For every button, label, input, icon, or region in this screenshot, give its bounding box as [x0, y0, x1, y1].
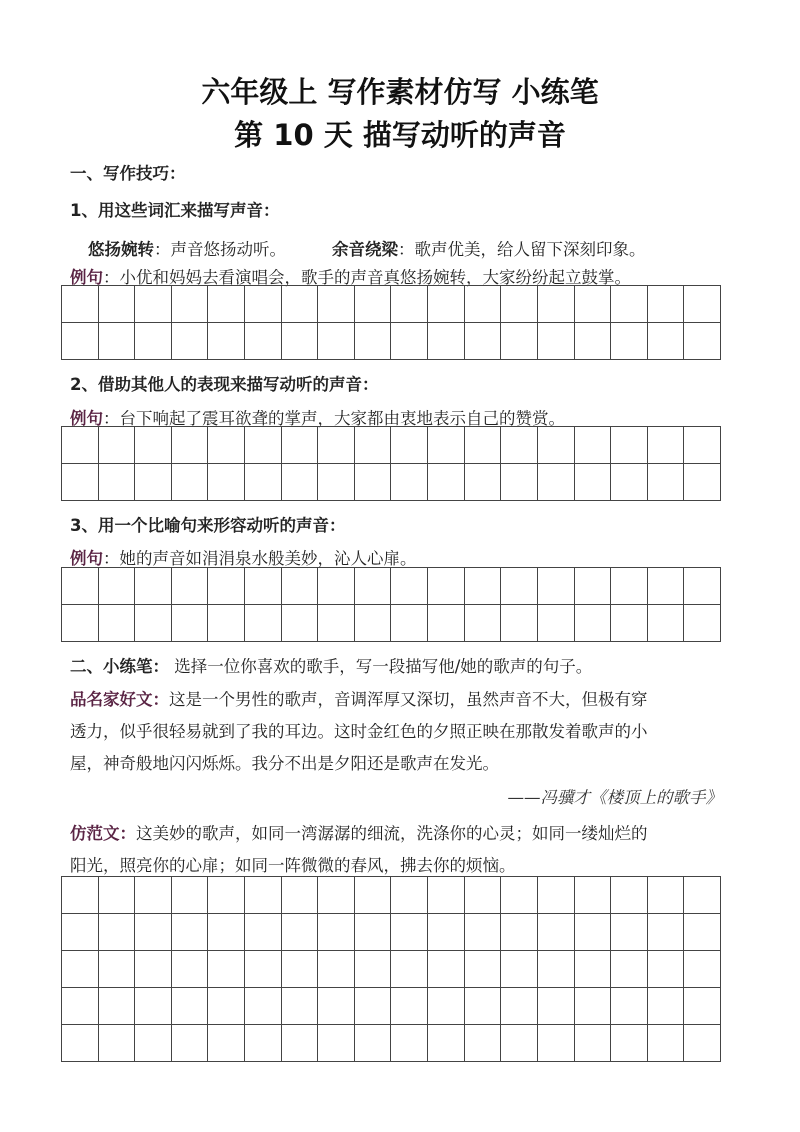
grid-cell[interactable]	[611, 286, 648, 323]
grid-cell[interactable]	[465, 914, 502, 951]
grid-cell[interactable]	[684, 464, 721, 501]
example-label: 例句	[70, 409, 103, 428]
grid-cell[interactable]	[355, 877, 392, 914]
grid-cell[interactable]	[575, 464, 612, 501]
grid-cell[interactable]	[611, 427, 648, 464]
grid-cell[interactable]	[684, 286, 721, 323]
grid-cell[interactable]	[501, 914, 538, 951]
grid-cell[interactable]	[575, 877, 612, 914]
grid-cell[interactable]	[684, 951, 721, 988]
imitation-line-2: 阳光，照亮你的心扉；如同一阵微微的春风，拂去你的烦恼。	[70, 856, 516, 875]
grid-cell[interactable]	[428, 568, 465, 605]
grid-cell[interactable]	[428, 914, 465, 951]
grid-cell[interactable]	[245, 1025, 282, 1062]
grid-cell[interactable]	[501, 605, 538, 642]
grid-cell[interactable]	[391, 286, 428, 323]
section2-heading: 二、小练笔：	[70, 657, 169, 676]
grid-cell[interactable]	[648, 951, 685, 988]
grid-cell[interactable]	[282, 464, 319, 501]
grid-cell[interactable]	[135, 988, 172, 1025]
grid-cell[interactable]	[575, 1025, 612, 1062]
grid-cell[interactable]	[135, 286, 172, 323]
grid-cell[interactable]	[611, 605, 648, 642]
famous-label: 品名家好文：	[70, 690, 169, 709]
grid-cell[interactable]	[208, 605, 245, 642]
grid-cell[interactable]	[318, 877, 355, 914]
grid-cell[interactable]	[208, 286, 245, 323]
example-label: 例句	[70, 549, 103, 568]
grid-cell[interactable]	[355, 914, 392, 951]
item1-heading: 1、用这些词汇来描写声音：	[70, 201, 280, 220]
grid-cell[interactable]	[318, 605, 355, 642]
grid-cell[interactable]	[611, 914, 648, 951]
writing-grid-4[interactable]	[61, 876, 721, 1062]
example-text: ：小优和妈妈去看演唱会，歌手的声音真悠扬婉转，大家纷纷起立鼓掌。	[103, 268, 631, 287]
grid-cell[interactable]	[99, 1025, 136, 1062]
grid-cell[interactable]	[172, 988, 209, 1025]
grid-cell[interactable]	[648, 427, 685, 464]
grid-cell[interactable]	[282, 951, 319, 988]
grid-cell[interactable]	[99, 988, 136, 1025]
grid-cell[interactable]	[648, 286, 685, 323]
grid-cell[interactable]	[282, 286, 319, 323]
page-title: 六年级上 写作素材仿写 小练笔	[201, 75, 599, 109]
grid-cell[interactable]	[355, 323, 392, 360]
grid-cell[interactable]	[391, 568, 428, 605]
grid-cell[interactable]	[465, 1025, 502, 1062]
grid-cell[interactable]	[172, 464, 209, 501]
grid-cell[interactable]	[282, 988, 319, 1025]
grid-cell[interactable]	[611, 1025, 648, 1062]
grid-cell[interactable]	[648, 568, 685, 605]
example-label: 例句	[70, 268, 103, 287]
grid-cell[interactable]	[501, 323, 538, 360]
grid-cell[interactable]	[99, 323, 136, 360]
grid-cell[interactable]	[99, 568, 136, 605]
grid-cell[interactable]	[355, 988, 392, 1025]
grid-cell[interactable]	[428, 286, 465, 323]
grid-cell[interactable]	[318, 464, 355, 501]
grid-cell[interactable]	[355, 568, 392, 605]
grid-cell[interactable]	[208, 877, 245, 914]
grid-cell[interactable]	[428, 323, 465, 360]
grid-cell[interactable]	[172, 427, 209, 464]
grid-cell[interactable]	[245, 323, 282, 360]
grid-cell[interactable]	[501, 877, 538, 914]
grid-cell[interactable]	[684, 988, 721, 1025]
grid-cell[interactable]	[465, 877, 502, 914]
grid-cell[interactable]	[172, 1025, 209, 1062]
example-text: ：台下响起了震耳欲聋的掌声，大家都由衷地表示自己的赞赏。	[103, 409, 565, 428]
grid-cell[interactable]	[355, 605, 392, 642]
grid-cell[interactable]	[172, 914, 209, 951]
grid-cell[interactable]	[391, 323, 428, 360]
grid-cell[interactable]	[99, 914, 136, 951]
grid-cell[interactable]	[575, 951, 612, 988]
grid-cell[interactable]	[391, 1025, 428, 1062]
grid-cell[interactable]	[611, 951, 648, 988]
grid-cell[interactable]	[208, 914, 245, 951]
grid-cell[interactable]	[318, 286, 355, 323]
grid-cell[interactable]	[611, 988, 648, 1025]
grid-cell[interactable]	[428, 605, 465, 642]
grid-cell[interactable]	[282, 323, 319, 360]
grid-cell[interactable]	[575, 914, 612, 951]
grid-cell[interactable]	[245, 877, 282, 914]
grid-cell[interactable]	[538, 951, 575, 988]
vocab-def-2: ：歌声优美，给人留下深刻印象。	[398, 240, 646, 259]
grid-cell[interactable]	[135, 427, 172, 464]
grid-cell[interactable]	[245, 951, 282, 988]
grid-cell[interactable]	[391, 605, 428, 642]
grid-cell[interactable]	[648, 914, 685, 951]
grid-cell[interactable]	[62, 914, 99, 951]
grid-cell[interactable]	[62, 877, 99, 914]
grid-cell[interactable]	[318, 914, 355, 951]
vocab-def-1: ：声音悠扬动听。	[154, 240, 286, 259]
grid-cell[interactable]	[391, 914, 428, 951]
grid-cell[interactable]	[318, 427, 355, 464]
vocab-word-1: 悠扬婉转	[88, 240, 154, 259]
grid-cell[interactable]	[99, 605, 136, 642]
example-text: ：她的声音如涓涓泉水般美妙，沁人心扉。	[103, 549, 417, 568]
grid-cell[interactable]	[391, 988, 428, 1025]
grid-cell[interactable]	[172, 323, 209, 360]
grid-cell[interactable]	[355, 464, 392, 501]
grid-cell[interactable]	[245, 914, 282, 951]
grid-cell[interactable]	[575, 988, 612, 1025]
grid-cell[interactable]	[611, 464, 648, 501]
grid-cell[interactable]	[172, 877, 209, 914]
grid-cell[interactable]	[501, 427, 538, 464]
grid-cell[interactable]	[99, 464, 136, 501]
grid-cell[interactable]	[391, 877, 428, 914]
grid-cell[interactable]	[611, 877, 648, 914]
grid-cell[interactable]	[172, 951, 209, 988]
grid-cell[interactable]	[282, 568, 319, 605]
grid-cell[interactable]	[99, 427, 136, 464]
grid-cell[interactable]	[135, 951, 172, 988]
vocab-word-2: 余音绕梁	[332, 240, 398, 259]
grid-cell[interactable]	[684, 1025, 721, 1062]
grid-cell[interactable]	[648, 323, 685, 360]
grid-cell[interactable]	[501, 286, 538, 323]
page-subtitle: 第 10 天 描写动听的声音	[234, 118, 566, 152]
grid-cell[interactable]	[135, 605, 172, 642]
grid-cell[interactable]	[318, 323, 355, 360]
grid-cell[interactable]	[62, 1025, 99, 1062]
grid-cell[interactable]	[391, 951, 428, 988]
writing-grid-3[interactable]	[61, 567, 721, 642]
grid-cell[interactable]	[282, 605, 319, 642]
grid-cell[interactable]	[99, 951, 136, 988]
grid-cell[interactable]	[208, 568, 245, 605]
grid-cell[interactable]	[99, 877, 136, 914]
grid-cell[interactable]	[318, 568, 355, 605]
famous-text-line-3: 屋，神奇般地闪闪烁烁。我分不出是夕阳还是歌声在发光。	[70, 754, 499, 773]
section2-heading-line	[70, 653, 592, 677]
grid-cell[interactable]	[684, 568, 721, 605]
grid-cell[interactable]	[465, 323, 502, 360]
grid-cell[interactable]	[575, 323, 612, 360]
grid-cell[interactable]	[208, 1025, 245, 1062]
grid-cell[interactable]	[245, 988, 282, 1025]
grid-cell[interactable]	[208, 988, 245, 1025]
grid-cell[interactable]	[428, 427, 465, 464]
grid-cell[interactable]	[208, 323, 245, 360]
grid-cell[interactable]	[611, 323, 648, 360]
grid-cell[interactable]	[501, 951, 538, 988]
grid-cell[interactable]	[355, 951, 392, 988]
grid-cell[interactable]	[684, 427, 721, 464]
grid-cell[interactable]	[465, 568, 502, 605]
imitation-line-1	[70, 820, 648, 844]
grid-cell[interactable]	[684, 605, 721, 642]
grid-cell[interactable]	[684, 914, 721, 951]
grid-cell[interactable]	[245, 605, 282, 642]
grid-cell[interactable]	[62, 286, 99, 323]
grid-cell[interactable]	[62, 605, 99, 642]
imitation-text: 这美妙的歌声，如同一湾潺潺的细流，洗涤你的心灵；如同一缕灿烂的	[136, 824, 648, 843]
grid-cell[interactable]	[208, 951, 245, 988]
grid-cell[interactable]	[245, 286, 282, 323]
grid-cell[interactable]	[318, 951, 355, 988]
grid-cell[interactable]	[245, 427, 282, 464]
grid-cell[interactable]	[135, 464, 172, 501]
item3-heading: 3、用一个比喻句来形容动听的声音：	[70, 516, 346, 535]
grid-cell[interactable]	[538, 568, 575, 605]
grid-cell[interactable]	[465, 988, 502, 1025]
grid-cell[interactable]	[355, 1025, 392, 1062]
grid-cell[interactable]	[465, 427, 502, 464]
grid-cell[interactable]	[172, 568, 209, 605]
writing-grid-2[interactable]	[61, 426, 721, 501]
grid-cell[interactable]	[428, 951, 465, 988]
grid-cell[interactable]	[648, 988, 685, 1025]
grid-cell[interactable]	[135, 877, 172, 914]
grid-cell[interactable]	[99, 286, 136, 323]
grid-cell[interactable]	[501, 464, 538, 501]
grid-cell[interactable]	[62, 568, 99, 605]
grid-cell[interactable]	[611, 568, 648, 605]
grid-cell[interactable]	[62, 988, 99, 1025]
grid-cell[interactable]	[355, 286, 392, 323]
grid-cell[interactable]	[172, 605, 209, 642]
grid-cell[interactable]	[282, 427, 319, 464]
grid-cell[interactable]	[575, 605, 612, 642]
grid-cell[interactable]	[62, 323, 99, 360]
grid-cell[interactable]	[501, 1025, 538, 1062]
grid-cell[interactable]	[172, 286, 209, 323]
source-citation: ——冯骥才《楼顶上的歌手》	[507, 788, 722, 807]
grid-cell[interactable]	[282, 914, 319, 951]
grid-cell[interactable]	[465, 286, 502, 323]
grid-cell[interactable]	[538, 988, 575, 1025]
grid-cell[interactable]	[62, 464, 99, 501]
grid-cell[interactable]	[538, 464, 575, 501]
vocab-line	[88, 236, 646, 260]
grid-cell[interactable]	[135, 914, 172, 951]
grid-cell[interactable]	[538, 914, 575, 951]
famous-text-line-2: 透力，似乎很轻易就到了我的耳边。这时金红色的夕照正映在那散发着歌声的小	[70, 722, 648, 741]
famous-text-line-1	[70, 686, 648, 710]
grid-cell[interactable]	[648, 464, 685, 501]
grid-cell[interactable]	[428, 877, 465, 914]
grid-cell[interactable]	[135, 568, 172, 605]
grid-cell[interactable]	[318, 988, 355, 1025]
grid-cell[interactable]	[391, 427, 428, 464]
grid-cell[interactable]	[135, 1025, 172, 1062]
grid-cell[interactable]	[575, 286, 612, 323]
grid-cell[interactable]	[282, 1025, 319, 1062]
grid-cell[interactable]	[208, 427, 245, 464]
grid-cell[interactable]	[355, 427, 392, 464]
grid-cell[interactable]	[501, 988, 538, 1025]
grid-cell[interactable]	[575, 568, 612, 605]
grid-cell[interactable]	[135, 323, 172, 360]
grid-cell[interactable]	[282, 877, 319, 914]
grid-cell[interactable]	[538, 877, 575, 914]
grid-cell[interactable]	[465, 605, 502, 642]
grid-cell[interactable]	[648, 877, 685, 914]
grid-cell[interactable]	[428, 988, 465, 1025]
section1-heading: 一、写作技巧：	[70, 164, 186, 183]
grid-cell[interactable]	[208, 464, 245, 501]
grid-cell[interactable]	[538, 323, 575, 360]
item2-heading: 2、借助其他人的表现来描写动听的声音：	[70, 375, 379, 394]
grid-cell[interactable]	[465, 464, 502, 501]
grid-cell[interactable]	[465, 951, 502, 988]
grid-cell[interactable]	[428, 464, 465, 501]
grid-cell[interactable]	[538, 605, 575, 642]
grid-cell[interactable]	[538, 286, 575, 323]
grid-cell[interactable]	[501, 568, 538, 605]
example-3	[70, 545, 417, 569]
grid-cell[interactable]	[245, 568, 282, 605]
grid-cell[interactable]	[575, 427, 612, 464]
imitation-label: 仿范文：	[70, 824, 136, 843]
section2-prompt: 选择一位你喜欢的歌手，写一段描写他/她的歌声的句子。	[169, 657, 593, 676]
writing-grid-1[interactable]	[61, 285, 721, 360]
grid-cell[interactable]	[62, 951, 99, 988]
grid-cell[interactable]	[538, 427, 575, 464]
grid-cell[interactable]	[684, 877, 721, 914]
grid-cell[interactable]	[648, 1025, 685, 1062]
famous-text: 这是一个男性的歌声，音调浑厚又深切，虽然声音不大，但极有穿	[169, 690, 648, 709]
grid-cell[interactable]	[538, 1025, 575, 1062]
grid-cell[interactable]	[245, 464, 282, 501]
grid-cell[interactable]	[428, 1025, 465, 1062]
grid-cell[interactable]	[62, 427, 99, 464]
grid-cell[interactable]	[391, 464, 428, 501]
grid-cell[interactable]	[684, 323, 721, 360]
grid-cell[interactable]	[318, 1025, 355, 1062]
grid-cell[interactable]	[648, 605, 685, 642]
